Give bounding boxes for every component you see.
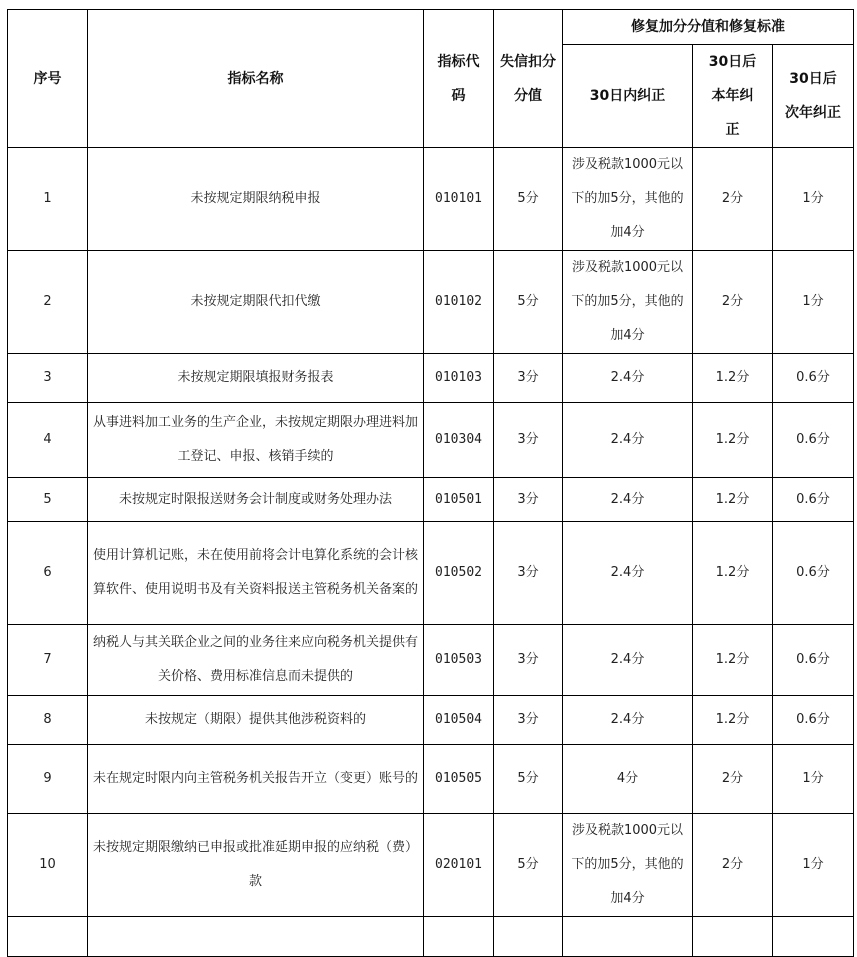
header-after-30-next-year: 30日后次年纠正 — [773, 45, 854, 148]
table-row — [8, 403, 854, 478]
table-row — [8, 148, 854, 251]
header-code: 指标代码 — [424, 10, 494, 148]
cell-code: 010103 — [424, 354, 494, 403]
cell-deduct: 3分 — [494, 522, 563, 625]
cell-within-30: 涉及税款1000元以下的加5分，其他的加4分 — [563, 251, 693, 354]
cell-deduct: 3分 — [494, 625, 563, 696]
cell-name: 未按规定期限缴纳已申报或批准延期申报的应纳税（费）款 — [88, 814, 424, 917]
cell-name: 使用计算机记账，未在使用前将会计电算化系统的会计核算软件、使用说明书及有关资料报送主管税务机关备案的 — [88, 522, 424, 625]
cell-next-year: 1分 — [773, 745, 854, 814]
cell-name: 未按规定期限纳税申报 — [88, 148, 424, 251]
cell-this-year: 2分 — [693, 148, 773, 251]
cell-this-year: 2分 — [693, 745, 773, 814]
cell-seq: 4 — [8, 403, 88, 478]
header-after-30-this-year: 30日后本年纠正 — [693, 45, 773, 148]
cell-this-year: 1.2分 — [693, 478, 773, 522]
cell-within-30: 2.4分 — [563, 522, 693, 625]
table-row — [8, 522, 854, 625]
cell-next-year: 1分 — [773, 251, 854, 354]
table-row-partial — [8, 917, 854, 957]
cell-code: 010503 — [424, 625, 494, 696]
cell-seq: 8 — [8, 696, 88, 745]
cell-name: 未按规定时限报送财务会计制度或财务处理办法 — [88, 478, 424, 522]
cell-code: 020101 — [424, 814, 494, 917]
cell-name: 纳税人与其关联企业之间的业务往来应向税务机关提供有关价格、费用标准信息而未提供的 — [88, 625, 424, 696]
cell-this-year: 1.2分 — [693, 522, 773, 625]
cell-within-30: 涉及税款1000元以下的加5分，其他的加4分 — [563, 814, 693, 917]
cell-next-year: 0.6分 — [773, 403, 854, 478]
cell-seq: 9 — [8, 745, 88, 814]
cell-within-30: 2.4分 — [563, 625, 693, 696]
table-row — [8, 696, 854, 745]
cell-seq: 10 — [8, 814, 88, 917]
cell-this-year: 1.2分 — [693, 403, 773, 478]
cell-next-year: 0.6分 — [773, 478, 854, 522]
cell-next-year: 0.6分 — [773, 354, 854, 403]
cell-deduct: 3分 — [494, 696, 563, 745]
cell-deduct: 5分 — [494, 251, 563, 354]
cell-code: 010505 — [424, 745, 494, 814]
cell-code: 010502 — [424, 522, 494, 625]
cell-code: 010501 — [424, 478, 494, 522]
cell-next-year: 1分 — [773, 814, 854, 917]
cell-seq: 2 — [8, 251, 88, 354]
cell-name: 未在规定时限内向主管税务机关报告开立（变更）账号的 — [88, 745, 424, 814]
cell-name: 未按规定期限代扣代缴 — [88, 251, 424, 354]
cell-within-30: 2.4分 — [563, 696, 693, 745]
cell-code: 010102 — [424, 251, 494, 354]
cell-deduct: 3分 — [494, 478, 563, 522]
cell-within-30: 4分 — [563, 745, 693, 814]
table-row — [8, 814, 854, 917]
cell-seq: 7 — [8, 625, 88, 696]
cell-deduct: 3分 — [494, 403, 563, 478]
header-repair-group: 修复加分分值和修复标准 — [563, 10, 854, 45]
cell-name: 未按规定（期限）提供其他涉税资料的 — [88, 696, 424, 745]
cell-code: 010304 — [424, 403, 494, 478]
cell-this-year: 2分 — [693, 251, 773, 354]
cell-next-year: 0.6分 — [773, 625, 854, 696]
table-row — [8, 625, 854, 696]
cell-seq: 6 — [8, 522, 88, 625]
table-row — [8, 478, 854, 522]
cell-code: 010504 — [424, 696, 494, 745]
cell-deduct: 5分 — [494, 814, 563, 917]
cell-next-year: 0.6分 — [773, 522, 854, 625]
cell-seq: 5 — [8, 478, 88, 522]
header-deduct: 失信扣分分值 — [494, 10, 563, 148]
cell-this-year: 2分 — [693, 814, 773, 917]
cell-name: 从事进料加工业务的生产企业，未按规定期限办理进料加工登记、申报、核销手续的 — [88, 403, 424, 478]
cell-within-30: 涉及税款1000元以下的加5分，其他的加4分 — [563, 148, 693, 251]
cell-seq: 1 — [8, 148, 88, 251]
cell-deduct: 3分 — [494, 354, 563, 403]
cell-deduct: 5分 — [494, 745, 563, 814]
cell-this-year: 1.2分 — [693, 696, 773, 745]
header-seq: 序号 — [8, 10, 88, 148]
cell-deduct: 5分 — [494, 148, 563, 251]
table-row — [8, 745, 854, 814]
table-row — [8, 251, 854, 354]
credit-repair-table — [7, 9, 854, 957]
header-name: 指标名称 — [88, 10, 424, 148]
cell-within-30: 2.4分 — [563, 478, 693, 522]
cell-name: 未按规定期限填报财务报表 — [88, 354, 424, 403]
table-row — [8, 354, 854, 403]
cell-within-30: 2.4分 — [563, 403, 693, 478]
cell-code: 010101 — [424, 148, 494, 251]
cell-seq: 3 — [8, 354, 88, 403]
header-within-30-days: 30日内纠正 — [563, 45, 693, 148]
cell-next-year: 1分 — [773, 148, 854, 251]
cell-next-year: 0.6分 — [773, 696, 854, 745]
cell-within-30: 2.4分 — [563, 354, 693, 403]
cell-this-year: 1.2分 — [693, 354, 773, 403]
cell-this-year: 1.2分 — [693, 625, 773, 696]
